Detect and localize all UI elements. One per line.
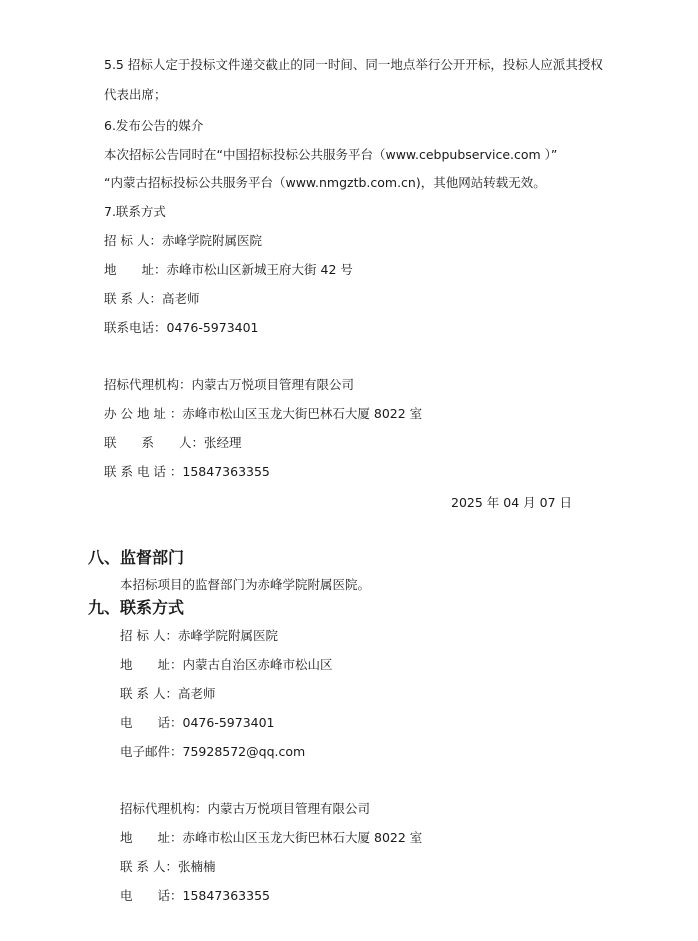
s9-contact-label: 联 系 人： [120,686,178,701]
tenderer-row [104,232,262,250]
s9-address-row [120,656,333,674]
s9-agency-address-label: 地 址： [120,830,183,845]
announcement-date: 2025 年 04 月 07 日 [451,495,572,510]
phone-row [104,319,259,337]
s9-email-label: 电子邮件： [120,744,183,759]
s9-address-value: 内蒙古自治区赤峰市松山区 [182,657,333,672]
s9-phone-label: 电 话： [120,715,183,730]
agency-phone-label: 联 系 电 话 ： [104,464,183,479]
s9-agency-address-row [120,829,422,847]
agency-phone-row [104,463,270,481]
agency-contact-row [104,434,242,452]
address-value: 赤峰市松山区新城王府大街 42 号 [166,262,353,277]
agency-value: 内蒙古万悦项目管理有限公司 [191,377,355,392]
address-row [104,261,353,279]
office-address-label: 办 公 地 址 ： [104,406,183,421]
s9-agency-label: 招标代理机构： [120,801,208,816]
s9-agency-contact-row [120,858,215,876]
s9-agency-address-value: 赤峰市松山区玉龙大街巴林石大厦 8022 室 [182,830,423,845]
tenderer-value: 赤峰学院附属医院 [161,233,262,248]
s9-phone-row [120,714,275,732]
s9-address-label: 地 址： [120,657,183,672]
address-label: 地 址： [104,262,167,277]
agency-contact-label: 联 系 人： [104,435,205,450]
contact-row [104,290,199,308]
agency-contact-value: 张经理 [204,435,242,450]
s9-email-value: 75928572@qq.com [182,744,306,759]
s9-contact-row [120,685,215,703]
section-7-heading: 7.联系方式 [104,204,166,219]
section-8-text: 本招标项目的监督部门为赤峰学院附属医院。 [120,577,371,592]
s9-contact-value: 高老师 [177,686,216,701]
agency-row [104,376,354,394]
agency-label: 招标代理机构： [104,377,192,392]
s9-tenderer-value: 赤峰学院附属医院 [177,628,278,643]
s9-phone-value: 0476-5973401 [182,715,275,730]
s9-tenderer-label: 招 标 人： [120,628,178,643]
office-address-row [104,405,422,423]
section-9-heading: 九、联系方式 [88,598,185,617]
s9-agency-phone-row [120,887,270,905]
phone-value: 0476-5973401 [166,320,259,335]
s9-agency-value: 内蒙古万悦项目管理有限公司 [207,801,371,816]
s9-agency-row [120,800,370,818]
agency-phone-value: 15847363355 [182,464,270,479]
section-6-line-1: 本次招标公告同时在“中国招标投标公共服务平台（www.cebpubservice.com ）” [104,147,558,162]
s9-agency-contact-label: 联 系 人： [120,859,178,874]
contact-label: 联 系 人： [104,291,162,306]
s9-agency-contact-value: 张楠楠 [177,859,216,874]
contact-value: 高老师 [161,291,200,306]
section-6-line-2: “内蒙古招标投标公共服务平台（www.nmgztb.com.cn)，其他网站转载无效。 [104,175,546,190]
tenderer-label: 招 标 人： [104,233,162,248]
section-8-heading: 八、监督部门 [88,548,185,567]
s9-tenderer-row [120,627,278,645]
office-address-value: 赤峰市松山区玉龙大街巴林石大厦 8022 室 [182,406,423,421]
clause-5-5-line-2: 代表出席； [104,87,167,102]
section-6-heading: 6.发布公告的媒介 [104,118,204,133]
s9-agency-phone-label: 电 话： [120,888,183,903]
clause-5-5-line-1: 5.5 招标人定于投标文件递交截止的同一时间、同一地点举行公开开标，投标人应派其授权 [104,57,603,72]
phone-label: 联系电话： [104,320,167,335]
s9-agency-phone-value: 15847363355 [182,888,270,903]
s9-email-row [120,743,305,761]
